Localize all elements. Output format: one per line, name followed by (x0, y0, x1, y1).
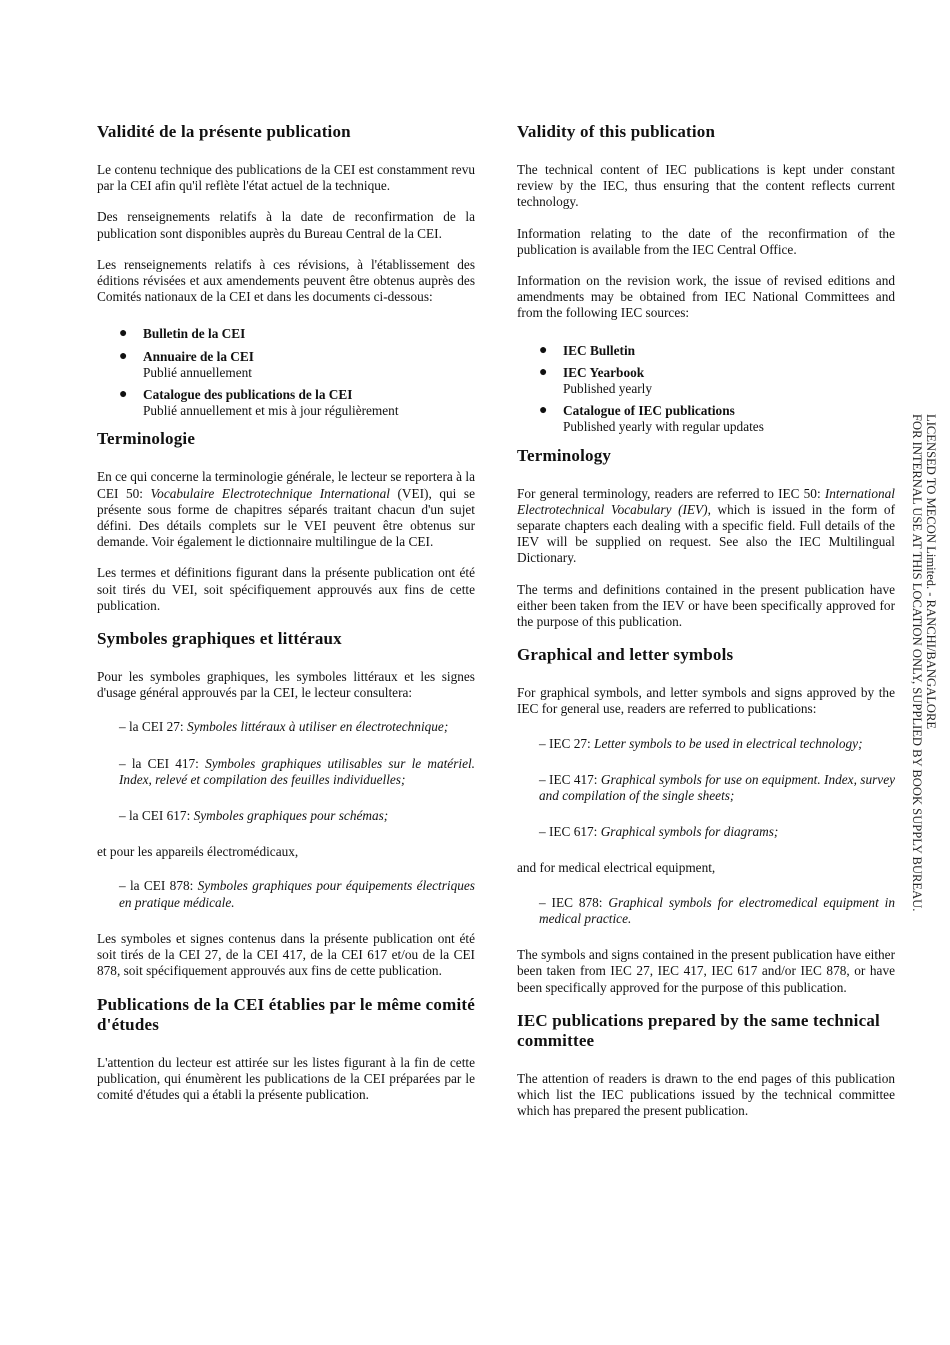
bullet-icon: ● (119, 326, 128, 342)
bullet-icon: ● (539, 342, 548, 358)
en-validity-paragraph-1: The technical content of IEC publications is kept under constant review by the IEC, thus ensuring that the content reflects current technology. (517, 162, 895, 210)
fr-ref-cei-27: – la CEI 27: Symboles littéraux à utiliser en électrotechnique; (119, 719, 449, 735)
en-symbols-paragraph-1: For graphical symbols, and letter symbols and signs approved by the IEC for general use, readers are referred to publications: (517, 685, 895, 717)
fr-symbols-paragraph-2: et pour les appareils électromédicaux, (97, 844, 299, 860)
fr-committee-paragraph: L'attention du lecteur est attirée sur les listes figurant à la fin de cette publication, qui énumèrent les publications de la CEI préparées par le comité d'études qui a établi la présente publication. (97, 1054, 475, 1102)
fr-validity-paragraph-3: Les renseignements relatifs à ces révisions, à l'établissement des éditions révisées et aux amendements peuvent être obtenus auprès des Comités nationaux de la CEI et dans les documents ci-dessous: (97, 256, 475, 305)
fr-terminology-heading: Terminologie (97, 429, 196, 449)
en-symbols-heading: Graphical and letter symbols (517, 645, 734, 665)
bullet-icon: ● (539, 403, 548, 419)
en-validity-heading: Validity of this publication (517, 122, 716, 141)
fr-symbols-heading: Symboles graphiques et littéraux (97, 629, 342, 649)
fr-terminology-paragraph-1: En ce qui concerne la terminologie générale, le lecteur se reportera à la CEI 50: Vocabulaire Electrotechnique International (VEI), qui se présente sous forme de chapitres séparés traitant chacun d'un sujet défini. Des détails complets sur le VEI peuvent être obtenus sur demande. Voir également le dictionnaire multilingue de la CEI. (97, 469, 475, 550)
en-symbols-paragraph-3: The symbols and signs contained in the present publication have either been taken from IEC 27, IEC 417, IEC 617 and/or IEC 878, or have been specifically approved for the purpose of this publication. (517, 947, 895, 995)
fr-terminology-paragraph-2: Les termes et définitions figurant dans la présente publication ont été soit tirés du VEI, soit spécifiquement approuvés aux fins de cette publication. (97, 565, 475, 613)
bullet-icon: ● (119, 348, 128, 364)
fr-ref-cei-617: – la CEI 617: Symboles graphiques pour schémas; (119, 808, 389, 824)
fr-validity-paragraph-2: Des renseignements relatifs à la date de reconfirmation de la publication sont disponibles auprès du Bureau Central de la CEI. (97, 209, 475, 241)
en-terminology-heading: Terminology (517, 445, 612, 465)
en-validity-paragraph-3: Information on the revision work, the issue of revised editions and amendments may be obtained from IEC National Committees and from the following IEC sources: (517, 273, 895, 321)
bullet-icon: ● (539, 364, 548, 380)
en-terminology-paragraph-1: For general terminology, readers are referred to IEC 50: International Electrotechnical Vocabulary (IEV), which is issued in the form of separate chapters each dealing with a specific field. Full details of the IEV will be supplied on request. See also the IEC Multilingual Dictionary. (517, 485, 895, 566)
list-item: ● Catalogue of IEC publications Published yearly with regular updates (539, 403, 764, 435)
en-sources-list (517, 343, 895, 436)
list-item: ● Catalogue des publications de la CEI Publié annuellement et mis à jour régulièrement (119, 387, 399, 419)
fr-committee-heading: Publications de la CEI établies par le même comité d'études (97, 994, 475, 1034)
list-item: ● IEC Yearbook Published yearly (539, 364, 653, 397)
fr-symbols-paragraph-3: Les symboles et signes contenus dans la présente publication ont été soit tirés de la CEI 27, de la CEI 417, de la CEI 617 et/ou de la CEI 878, soit spécifiquement approuvés aux fins de cette publication. (97, 930, 475, 979)
license-line-1: LICENSED TO MECON Limited. - RANCHI/BANGALORE (924, 414, 938, 730)
fr-sources-list (97, 326, 475, 419)
en-committee-heading: IEC publications prepared by the same technical committee (517, 1010, 880, 1050)
english-column (517, 122, 895, 1134)
list-item: ● Annuaire de la CEI Publié annuellement (119, 348, 254, 380)
list-item: ● Bulletin de la CEI (119, 326, 246, 342)
fr-symbols-paragraph-1: Pour les symboles graphiques, les symboles littéraux et les signes d'usage général approuvés par la CEI, le lecteur consultera: (97, 669, 475, 701)
en-validity-paragraph-2: Information relating to the date of the reconfirmation of the publication is available from the IEC Central Office. (517, 225, 895, 257)
en-terminology-paragraph-2: The terms and definitions contained in the present publication have either been taken from the IEV or have been specifically approved for the purpose of this publication. (517, 581, 895, 630)
list-item: ● IEC Bulletin (539, 342, 636, 358)
en-ref-iec-878: – IEC 878: Graphical symbols for electromedical equipment in medical practice. (539, 894, 895, 926)
french-column (97, 122, 475, 1118)
fr-validity-paragraph-1: Le contenu technique des publications de la CEI est constamment revu par la CEI afin qu'il reflète l'état actuel de la technique. (97, 162, 475, 194)
fr-ref-cei-878: – la CEI 878: Symboles graphiques pour équipements électriques en pratique médicale. (119, 878, 475, 910)
en-ref-iec-617: – IEC 617: Graphical symbols for diagrams; (539, 824, 779, 840)
en-ref-iec-417: – IEC 417: Graphical symbols for use on equipment. Index, survey and compilation of the single sheets; (539, 771, 895, 804)
license-line-2: FOR INTERNAL USE AT THIS LOCATION ONLY, SUPPLIED BY BOOK SUPPLY BUREAU. (910, 414, 924, 912)
bullet-icon: ● (119, 387, 128, 403)
fr-validity-heading: Validité de la présente publication (97, 122, 351, 141)
license-notice (898, 414, 938, 911)
fr-ref-cei-417: – la CEI 417: Symboles graphiques utilisables sur le matériel. Index, relevé et compilation des feuilles individuelles; (119, 755, 475, 787)
en-symbols-paragraph-2: and for medical electrical equipment, (517, 860, 716, 876)
en-ref-iec-27: – IEC 27: Letter symbols to be used in electrical technology; (539, 735, 863, 751)
en-committee-paragraph: The attention of readers is drawn to the end pages of this publication which list the IEC publications issued by the technical committee which has prepared the present publication. (517, 1070, 895, 1119)
